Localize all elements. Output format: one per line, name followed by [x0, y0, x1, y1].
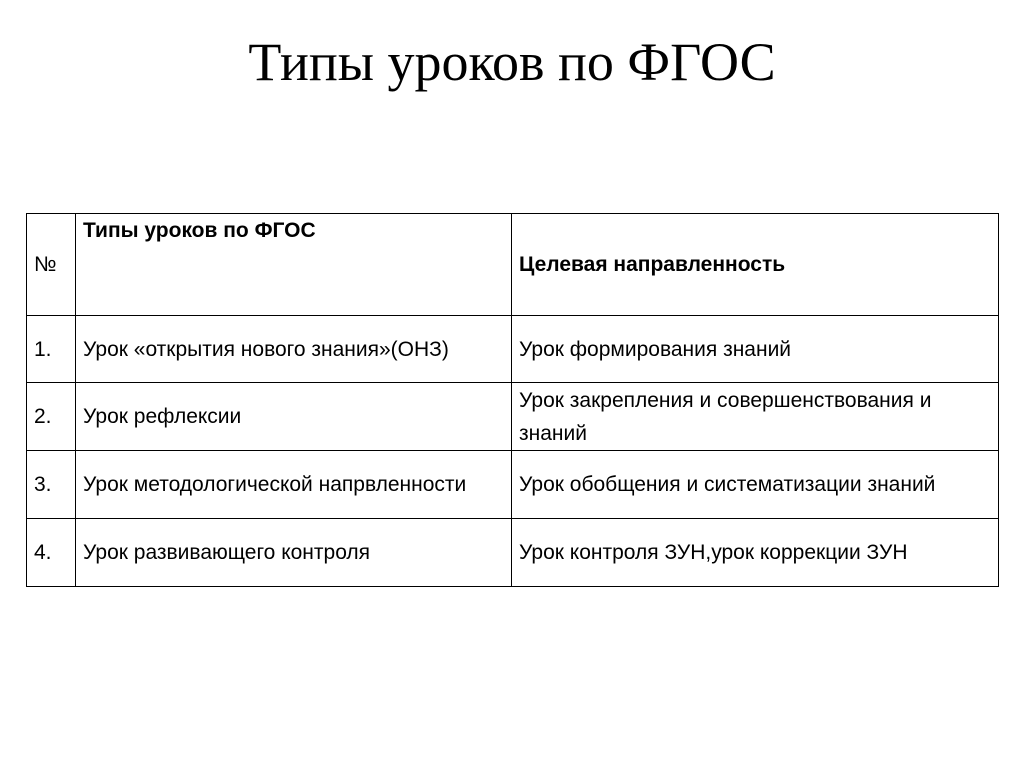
row-lesson-type: Урок развивающего контроля: [76, 519, 512, 587]
row-lesson-type: Урок рефлексии: [76, 383, 512, 451]
table-row: [27, 451, 999, 519]
slide-title: Типы уроков по ФГОС: [248, 32, 776, 92]
row-target: Урок контроля ЗУН,урок коррекции ЗУН: [512, 519, 999, 587]
header-lesson-type: Типы уроков по ФГОС: [76, 214, 512, 316]
row-number: 3.: [27, 451, 76, 519]
row-number: 4.: [27, 519, 76, 587]
header-target: Целевая направленность: [512, 214, 999, 316]
table-row: [27, 519, 999, 587]
header-number: №: [27, 214, 76, 316]
table-row: [27, 383, 999, 451]
row-target: Урок обобщения и систематизации знаний: [512, 451, 999, 519]
row-lesson-type: Урок методологической напрвленности: [76, 451, 512, 519]
table-row: [27, 316, 999, 383]
row-number: 2.: [27, 383, 76, 451]
lesson-types-table: [26, 213, 999, 587]
row-target: Урок формирования знаний: [512, 316, 999, 383]
row-lesson-type: Урок «открытия нового знания»(ОНЗ): [76, 316, 512, 383]
row-number: 1.: [27, 316, 76, 383]
table-header-row: [27, 214, 999, 316]
row-target: Урок закрепления и совершенствования и знаний: [512, 383, 999, 451]
